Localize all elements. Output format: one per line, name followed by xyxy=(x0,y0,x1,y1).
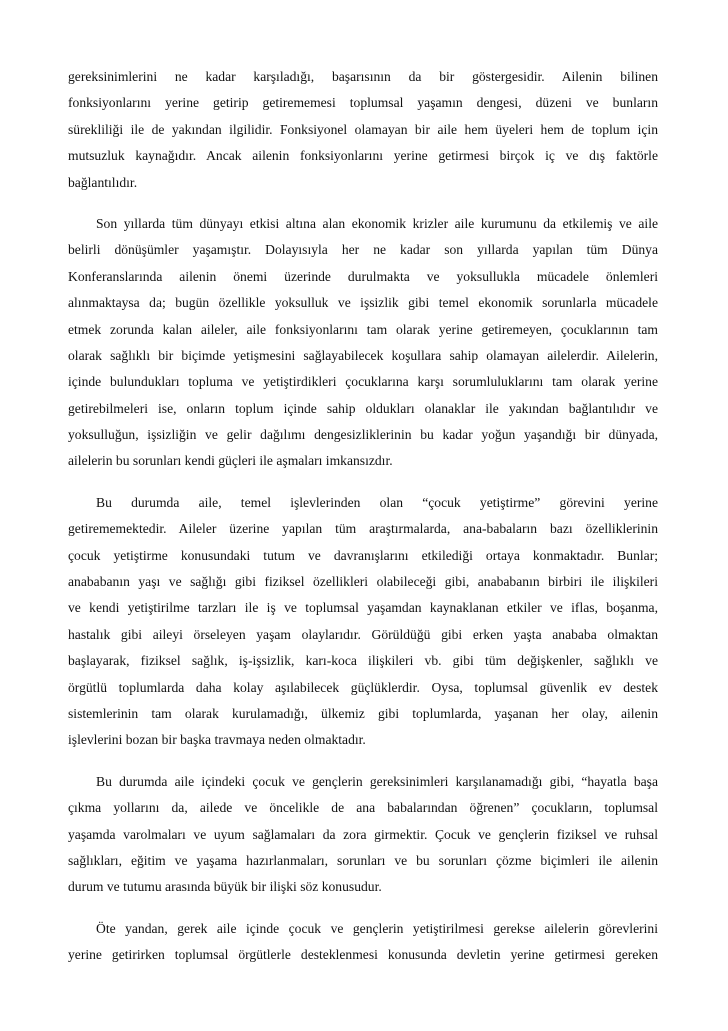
text-line: fonksiyonlarını yerine getirip getirememesi toplumsal yaşamın dengesi, düzeni ve bunların xyxy=(68,95,658,111)
paragraph-4 xyxy=(68,769,658,901)
text-line: belirli dönüşümler yaşamıştır. Dolayısıyla her ne kadar son yıllarda yapılan tüm Dünya xyxy=(68,242,658,258)
text-line: anababanın yaşı ve sağlığı gibi fiziksel özellikleri olabileceği gibi, anababanın birbiri ile ilişkileri xyxy=(68,574,658,590)
text-line: örgütlü toplumlarda daha kolay aşılabilecek güçlüklerdir. Oysa, toplumsal güvenlik ev destek xyxy=(68,679,658,695)
document-page xyxy=(68,64,658,984)
paragraph-3 xyxy=(68,490,658,754)
text-line: yerine getirirken toplumsal örgütlerle desteklenmesi konusunda devletin yerine getirmesi gereken xyxy=(68,947,658,963)
text-line: mutsuzluk kaynağıdır. Ancak ailenin fonksiyonlarını yerine getirmesi birçok iç ve dış faktörle xyxy=(68,148,658,164)
paragraph-1 xyxy=(68,64,658,196)
paragraph-2 xyxy=(68,211,658,475)
text-line: durum ve tutumu arasında büyük bir ilişki söz konusudur. xyxy=(68,879,382,895)
text-line: Son yıllarda tüm dünyayı etkisi altına alan ekonomik krizler aile kurumunu da etkilemiş ve aile xyxy=(96,215,658,231)
text-line: sürekliliği ile de yakından ilgilidir. Fonksiyonel olamayan bir aile hem üyeleri hem de toplum için xyxy=(68,121,658,137)
text-line: sistemlerinin tam olarak kurulamadığı, ülkemiz gibi toplumlarda, yaşanan her olay, ailenin xyxy=(68,705,658,721)
text-line: getirebilmeleri ise, onların toplum içinde sahip oldukları olanaklar ile yakından bağlantılıdır ve xyxy=(68,400,658,416)
text-line: alınmaktaysa da; bugün özellikle yoksulluk ve işsizlik gibi temel ekonomik sorunlarla mücadele xyxy=(68,295,658,311)
text-line: Bu durumda aile içindeki çocuk ve gençlerin gereksinimleri karşılanamadığı gibi, “hayatla başa xyxy=(96,773,658,789)
text-line: işlevlerini bozan bir başka travmaya neden olmaktadır. xyxy=(68,732,366,748)
text-line: gereksinimlerini ne kadar karşıladığı, başarısının da bir göstergesidir. Ailenin bilinen xyxy=(68,69,658,84)
text-line: ve kendi yetiştirilme tarzları ile iş ve toplumsal yaşamdan kaynaklanan etkiler ve iflas, boşanma, xyxy=(68,600,658,616)
text-line: bağlantılıdır. xyxy=(68,174,138,190)
text-line: çıkma yollarını da, ailede ve öncelikle de ana babalarından öğrenen” çocukların, toplumsal xyxy=(68,800,658,816)
text-line: başlayarak, fiziksel sağlık, iş-işsizlik, karı-koca ilişkileri vb. gibi tüm değişkenler, sağlıklı ve xyxy=(68,653,658,669)
text-line: sağlıkları, eğitim ve yaşama hazırlanmaları, sorunları ve bu sorunları çözme biçimleri ile ailenin xyxy=(68,852,658,868)
text-line: ailelerin bu sorunları kendi güçleri ile aşmaları imkansızdır. xyxy=(68,453,393,469)
text-line: hastalık gibi aileyi örseleyen yaşam olaylarıdır. Görüldüğü gibi erken yaşta anababa olmaktan xyxy=(68,626,658,642)
text-line: içinde bulundukları topluma ve yetiştirdikleri çocuklarına karşı sorumluluklarını tam olarak yerine xyxy=(68,374,658,390)
paragraph-5 xyxy=(68,916,658,969)
text-line: yoksulluğun, işsizliğin ve gelir dağılımı dengesizliklerinin bu kadar yoğun yaşandığı bir dünyada, xyxy=(68,427,658,443)
text-line: Bu durumda aile, temel işlevlerinden olan “çocuk yetiştirme” görevini yerine xyxy=(96,494,658,510)
text-line: Öte yandan, gerek aile içinde çocuk ve gençlerin yetiştirilmesi gerekse ailelerin görevlerini xyxy=(96,920,658,936)
text-line: etmek zorunda kalan aileler, aile fonksiyonlarını tam olarak yerine getiremeyen, çocuklarının tam xyxy=(68,321,658,337)
text-line: yaşamda varolmaları ve uyum sağlamaları da zora girmektir. Çocuk ve gençlerin fiziksel ve ruhsal xyxy=(68,826,658,842)
text-line: getirememektedir. Aileler üzerine yapılan tüm araştırmalarda, ana-babaların bazı özelliklerinin xyxy=(68,521,658,537)
text-line: olarak sağlıklı bir biçimde yetişmesini sağlayabilecek koşullara sahip olamayan ailelerdir. Ailelerin, xyxy=(68,347,658,363)
text-line: çocuk yetiştirme konusundaki tutum ve davranışlarını etkilediği ortaya konmaktadır. Bunlar; xyxy=(68,547,658,563)
text-line: Konferanslarında ailenin önemi üzerinde durulmakta ve yoksullukla mücadele önlemleri xyxy=(68,268,658,284)
